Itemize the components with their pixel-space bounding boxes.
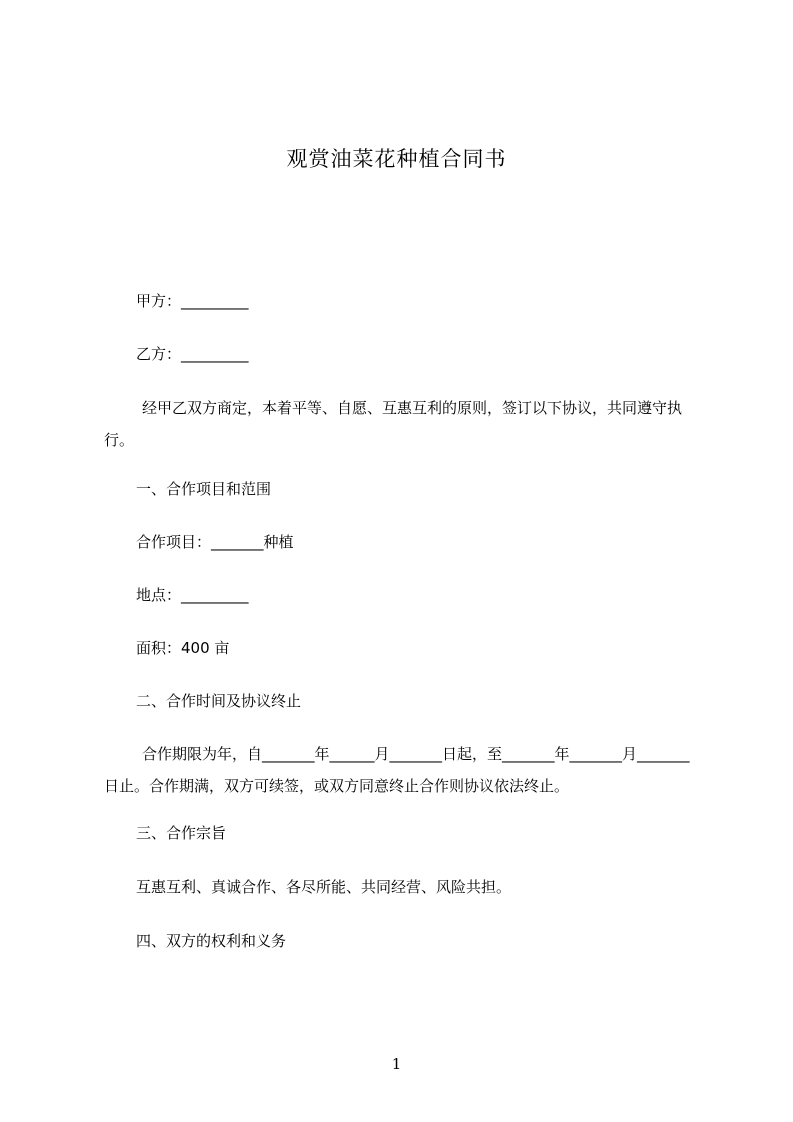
party-a-line: 甲方：_________ [136,292,249,310]
area-line: 面积：400 亩 [136,639,230,657]
intro-paragraph [104,392,701,456]
section1-heading: 一、合作项目和范围 [136,480,272,498]
section4-heading: 四、双方的权利和义务 [136,932,287,950]
purpose-line: 互惠互利、真诚合作、各尽所能、共同经营、风险共担。 [136,878,512,896]
intro-text: 经甲乙双方商定，本着平等、自愿、互惠互利的原则，签订以下协议，共同遵守执行。 [104,399,683,449]
section3-heading: 三、合作宗旨 [136,824,227,842]
project-line: 合作项目：_______种植 [136,533,294,551]
location-line: 地点：_________ [136,586,249,604]
section2-heading: 二、合作时间及协议终止 [136,692,302,710]
term-paragraph [104,738,701,802]
party-b-line: 乙方：_________ [136,345,249,363]
document-title: 观赏油菜花种植合同书 [286,147,507,171]
page-number: 1 [391,1055,402,1073]
term-text: 合作期限为年，自_______年______月_______日起，至_______年_______月_______日止。合作期满，双方可续签，或双方同意终止合作则协议依法终止。 [104,745,690,795]
